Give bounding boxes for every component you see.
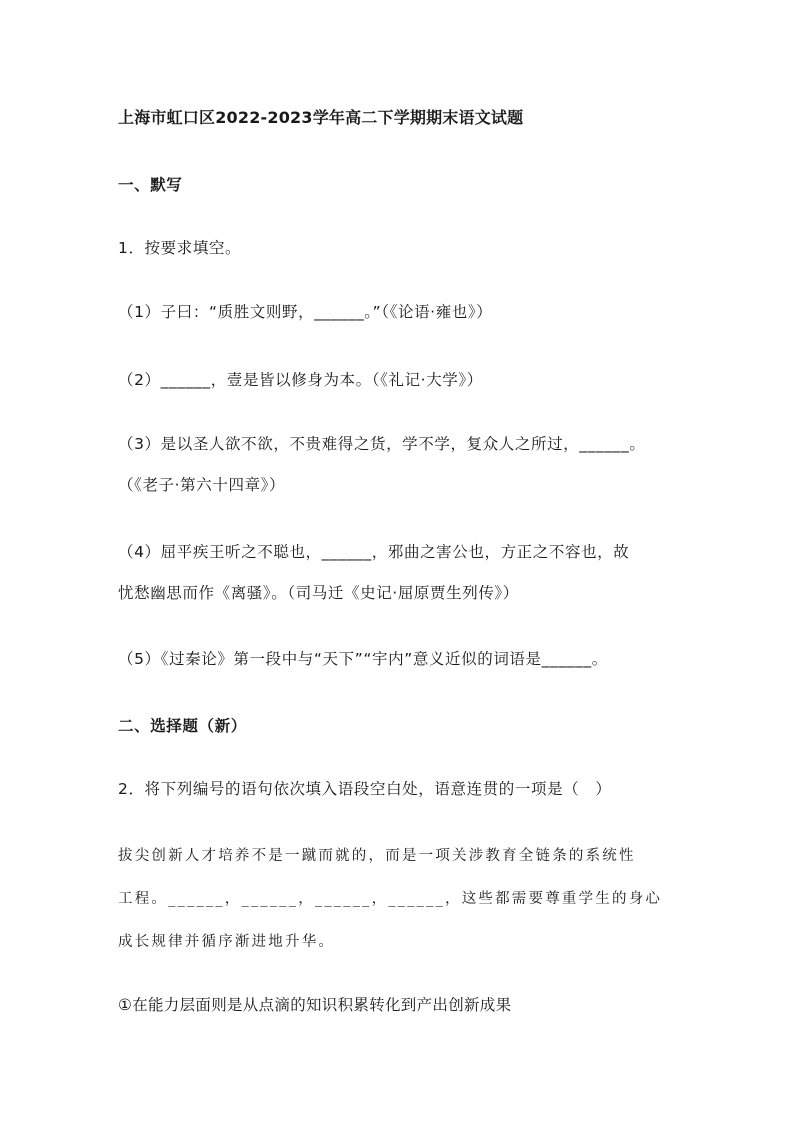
question-1-item-1: （1）子曰：“质胜文则野，______。”（《论语·雍也》）	[118, 303, 493, 321]
question-1-item-5: （5）《过秦论》第一段中与“天下”“宇内”意义近似的词语是______。	[118, 650, 608, 668]
question-1-item-4-continued: 忧愁幽思而作《离骚》。（司马迁《史记·屈原贾生列传》）	[118, 584, 519, 602]
page-title: 上海市虹口区2022-2023学年高二下学期期末语文试题	[118, 108, 524, 127]
question-2-stem: 2．将下列编号的语句依次填入语段空白处，语意连贯的一项是（ ）	[118, 780, 612, 798]
question-1-item-3: （3）是以圣人欲不欲，不贵难得之货，学不学，复众人之所过，______。	[118, 435, 646, 453]
question-2-passage-line-3: 成长规律并循序渐进地升华。	[118, 934, 336, 950]
question-2-passage-line-1: 拔尖创新人才培养不是一蹴而就的，而是一项关涉教育全链条的系统性	[118, 848, 636, 864]
section-heading-choice: 二、选择题（新）	[118, 717, 247, 735]
section-heading-dictation: 一、默写	[118, 176, 183, 194]
question-1-item-4: （4）屈平疾王听之不聪也，______，邪曲之害公也，方正之不容也，故	[118, 543, 630, 561]
question-2-passage-line-2: 工程。______，______，______，______，这些都需要尊重学生的身心	[118, 891, 663, 907]
question-1-stem: 1．按要求填空。	[118, 239, 242, 257]
question-1-item-3-source: （《老子·第六十四章》）	[118, 476, 286, 494]
question-1-item-2: （2）______，壹是皆以修身为本。（《礼记·大学》）	[118, 371, 483, 389]
question-2-option-1: ①在能力层面则是从点滴的知识积累转化到产出创新成果	[118, 996, 512, 1014]
